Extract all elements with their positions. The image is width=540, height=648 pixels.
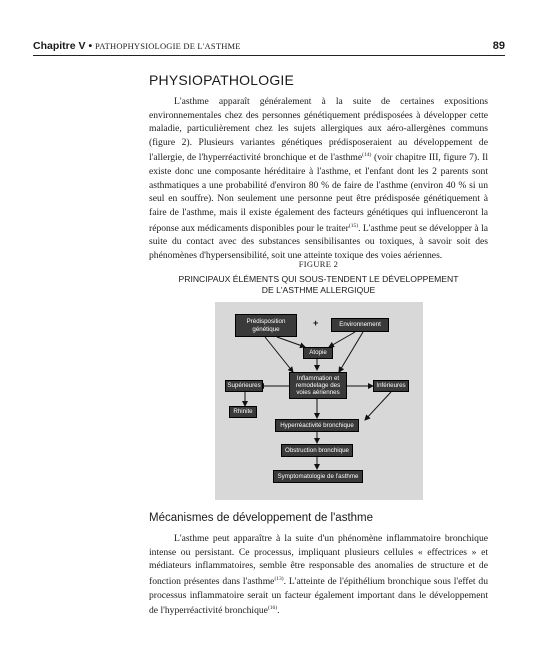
node-hyperreactivite-bronchique: Hyperréactivité bronchique: [275, 419, 359, 432]
figure-label: FIGURE 2: [298, 259, 339, 269]
section-title: PHYSIOPATHOLOGIE: [149, 72, 295, 88]
arrow-environnement-inflammation: [339, 332, 363, 372]
arrow-environnement-atopie: [329, 332, 355, 347]
paragraph1-text: L'asthme apparaît généralement à la suite de certaines expositions environnementales chez des personnes génétiquement prédisposées à développer cette maladie, particulièrement chez les sujets allergiques aux aéro-allergènes communs (figure 2). Plusieurs variantes génétiques prédisposeraient au développement de l'allergie, de l'hyperréactivité bronchique et de l'asthme: [149, 96, 488, 164]
header-rule: [33, 55, 505, 56]
figure-title-line2: DE L'ASTHME ALLERGIQUE: [261, 285, 376, 295]
node-symptomatologie: Symptomatologie de l'asthme: [273, 470, 363, 483]
node-atopie: Atopie: [303, 347, 333, 359]
reference-14: (14): [362, 152, 372, 159]
node-rhinite: Rhinite: [229, 406, 257, 418]
paragraph-mecanismes: [149, 532, 488, 618]
paragraph2-text2: . L'atteinte de l'épithélium bronchique sous l'effet du processus inflammatoire serait un facteur également important dans le développement de l'hyperréactivité bronchique: [149, 575, 488, 617]
chapter-heading: [33, 40, 241, 52]
chapter-subtitle: PATHOPHYSIOLOGIE DE L'ASTHME: [95, 41, 241, 51]
paragraph1-text3: . L'asthme peut se développer à la suite du contact avec des substances sensibilisantes ou toxiques, à savoir soit des phénomènes d'hypersensibilité, soit une atteinte toxique des voies aériennes.: [149, 222, 488, 261]
chapter-label: Chapitre V: [33, 40, 86, 52]
paragraph2-text3: .: [277, 605, 280, 617]
node-inferieures: Inférieures: [373, 380, 409, 392]
arrow-predisposition-atopie: [277, 337, 305, 347]
node-environnement: Environnement: [331, 318, 389, 332]
figure-title-line1: PRINCIPAUX ÉLÉMENTS QUI SOUS-TENDENT LE DÉVELOPPEMENT: [178, 274, 459, 284]
node-obstruction-bronchique: Obstruction bronchique: [281, 444, 353, 457]
node-predisposition-genetique: Prédisposition génétique: [235, 314, 297, 337]
node-superieures: Supérieures: [225, 380, 263, 392]
paragraph2-text: L'asthme peut apparaître à la suite d'un phénomène inflammatoire bronchique intense ou persistant. Ce processus, impliquant plusieurs cellules « effectrices » et médiateurs inflammatoires, semble être responsable des anomalies de structure et de fonction présentes dans l'asthme: [149, 533, 488, 587]
paragraph-physiopathologie: [149, 95, 488, 263]
arrow-inferieures-hyperreactivite: [365, 392, 391, 420]
page-number: 89: [492, 40, 505, 52]
reference-16: (16): [267, 605, 278, 612]
header-bullet: •: [88, 40, 93, 52]
figure-title: [149, 274, 488, 296]
node-inflammation-remodelage: Inflammation et remodelage des voies aériennes: [289, 372, 347, 399]
asthma-diagram: [215, 302, 423, 500]
reference-15: (15): [348, 222, 359, 229]
subsection-title: Mécanismes de développement de l'asthme: [149, 512, 374, 524]
plus-sign: +: [313, 318, 319, 328]
running-header: [33, 38, 505, 54]
paragraph1-text2: (voir chapitre III, figure 7). Il existe donc une composante héréditaire à l'asthme, et l'enfant dont les 2 parents sont asthmatiques a une probabilité d'environ 80 % de faire de l'asthme (environ 40 % si un seul en souffre). Non seulement une personne peut être prédisposée génétiquement à faire de l'asthme, mais il existe également des facteurs génétiques qui influenceront la réponse aux médicaments disponibles pour le traiter: [149, 152, 488, 234]
arrow-predisposition-inflammation: [265, 337, 293, 372]
reference-13: (13): [274, 575, 284, 582]
